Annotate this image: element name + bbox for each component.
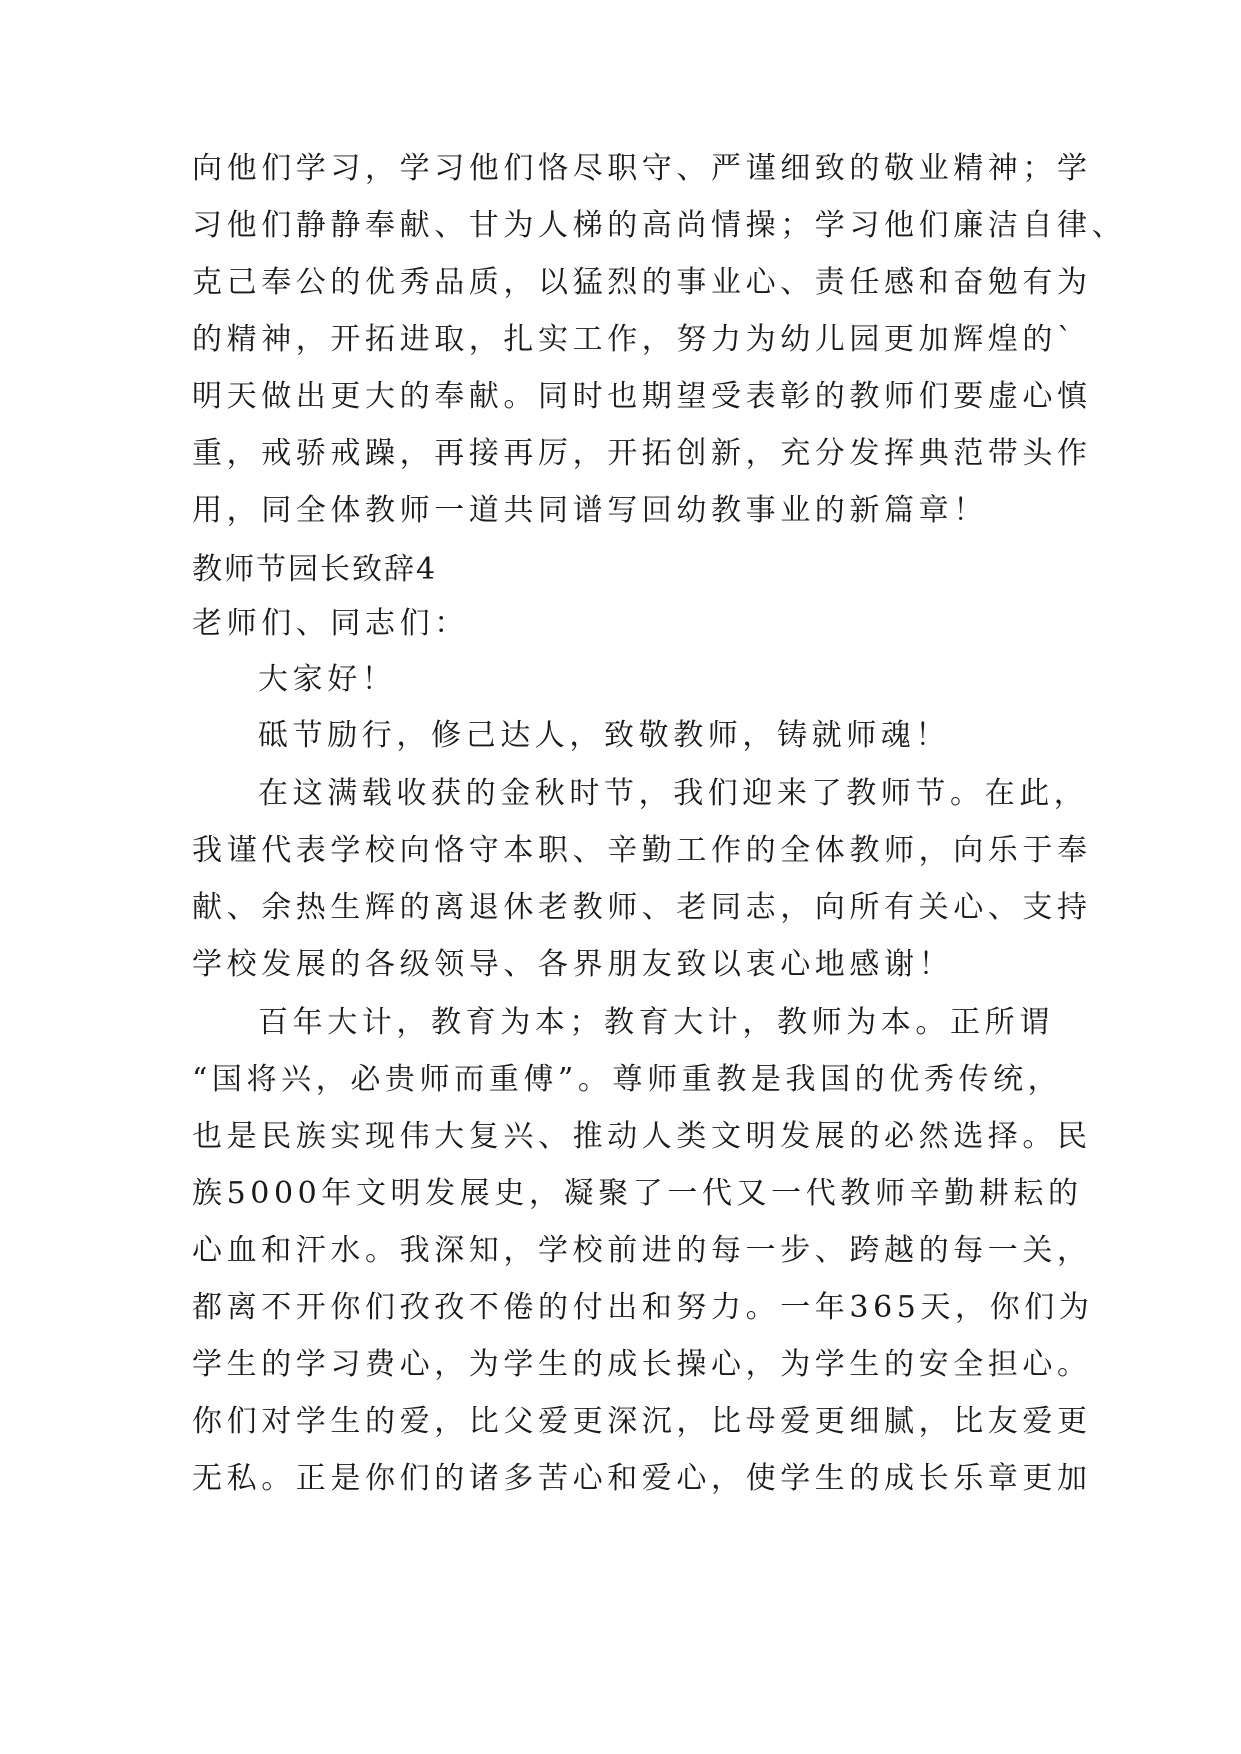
paragraph-line: 你们对学生的爱，比父爱更深沉，比母爱更细腻，比友爱更 xyxy=(192,1404,1092,1439)
paragraph-line: 心血和汗水。我深知，学校前进的每一步、跨越的每一关， xyxy=(192,1233,1092,1268)
section-title: 教师节园长致辞4 xyxy=(192,552,438,587)
motto: 砥节励行，修己达人，致敬教师，铸就师魂！ xyxy=(258,718,950,753)
body-text-line: 向他们学习，学习他们恪尽职守、严谨细致的敬业精神；学 xyxy=(192,151,1092,186)
paragraph-line: 都离不开你们孜孜不倦的付出和努力。一年365天，你们为 xyxy=(192,1290,1094,1325)
body-text-line: 重，戒骄戒躁，再接再厉，开拓创新，充分发挥典范带头作 xyxy=(192,436,1092,471)
paragraph-line: 在这满载收获的金秋时节，我们迎来了教师节。在此， xyxy=(258,776,1089,811)
paragraph-line: 族5000年文明发展史，凝聚了一代又一代教师辛勤耕耘的 xyxy=(192,1176,1083,1211)
paragraph-line: 我谨代表学校向恪守本职、辛勤工作的全体教师，向乐于奉 xyxy=(192,833,1092,868)
paragraph-line: 学生的学习费心，为学生的成长操心，为学生的安全担心。 xyxy=(192,1347,1092,1382)
body-text-line: 习他们静静奉献、甘为人梯的高尚情操；学习他们廉洁自律、 xyxy=(192,208,1127,243)
body-text-line: 克己奉公的优秀品质，以猛烈的事业心、责任感和奋勉有为 xyxy=(192,265,1092,300)
paragraph-line: 献、余热生辉的离退休老教师、老同志，向所有关心、支持 xyxy=(192,890,1092,925)
paragraph-line: 百年大计，教育为本；教育大计，教师为本。正所谓 xyxy=(258,1005,1054,1040)
paragraph-line: “国将兴，必贵师而重傅”。尊师重教是我国的优秀传统， xyxy=(192,1062,1063,1097)
paragraph-line: 无私。正是你们的诸多苦心和爱心，使学生的成长乐章更加 xyxy=(192,1461,1092,1496)
body-text-line: 的精神，开拓进取，扎实工作，努力为幼儿园更加辉煌的` xyxy=(192,322,1077,357)
body-text-line: 明天做出更大的奉献。同时也期望受表彰的教师们要虚心慎 xyxy=(192,379,1092,414)
paragraph-line: 学校发展的各级领导、各界朋友致以衷心地感谢！ xyxy=(192,947,954,982)
body-text-line: 用，同全体教师一道共同谱写回幼教事业的新篇章！ xyxy=(192,493,988,528)
salutation: 老师们、同志们： xyxy=(192,606,469,641)
paragraph-line: 也是民族实现伟大复兴、推动人类文明发展的必然选择。民 xyxy=(192,1119,1092,1154)
greeting: 大家好！ xyxy=(258,662,397,697)
